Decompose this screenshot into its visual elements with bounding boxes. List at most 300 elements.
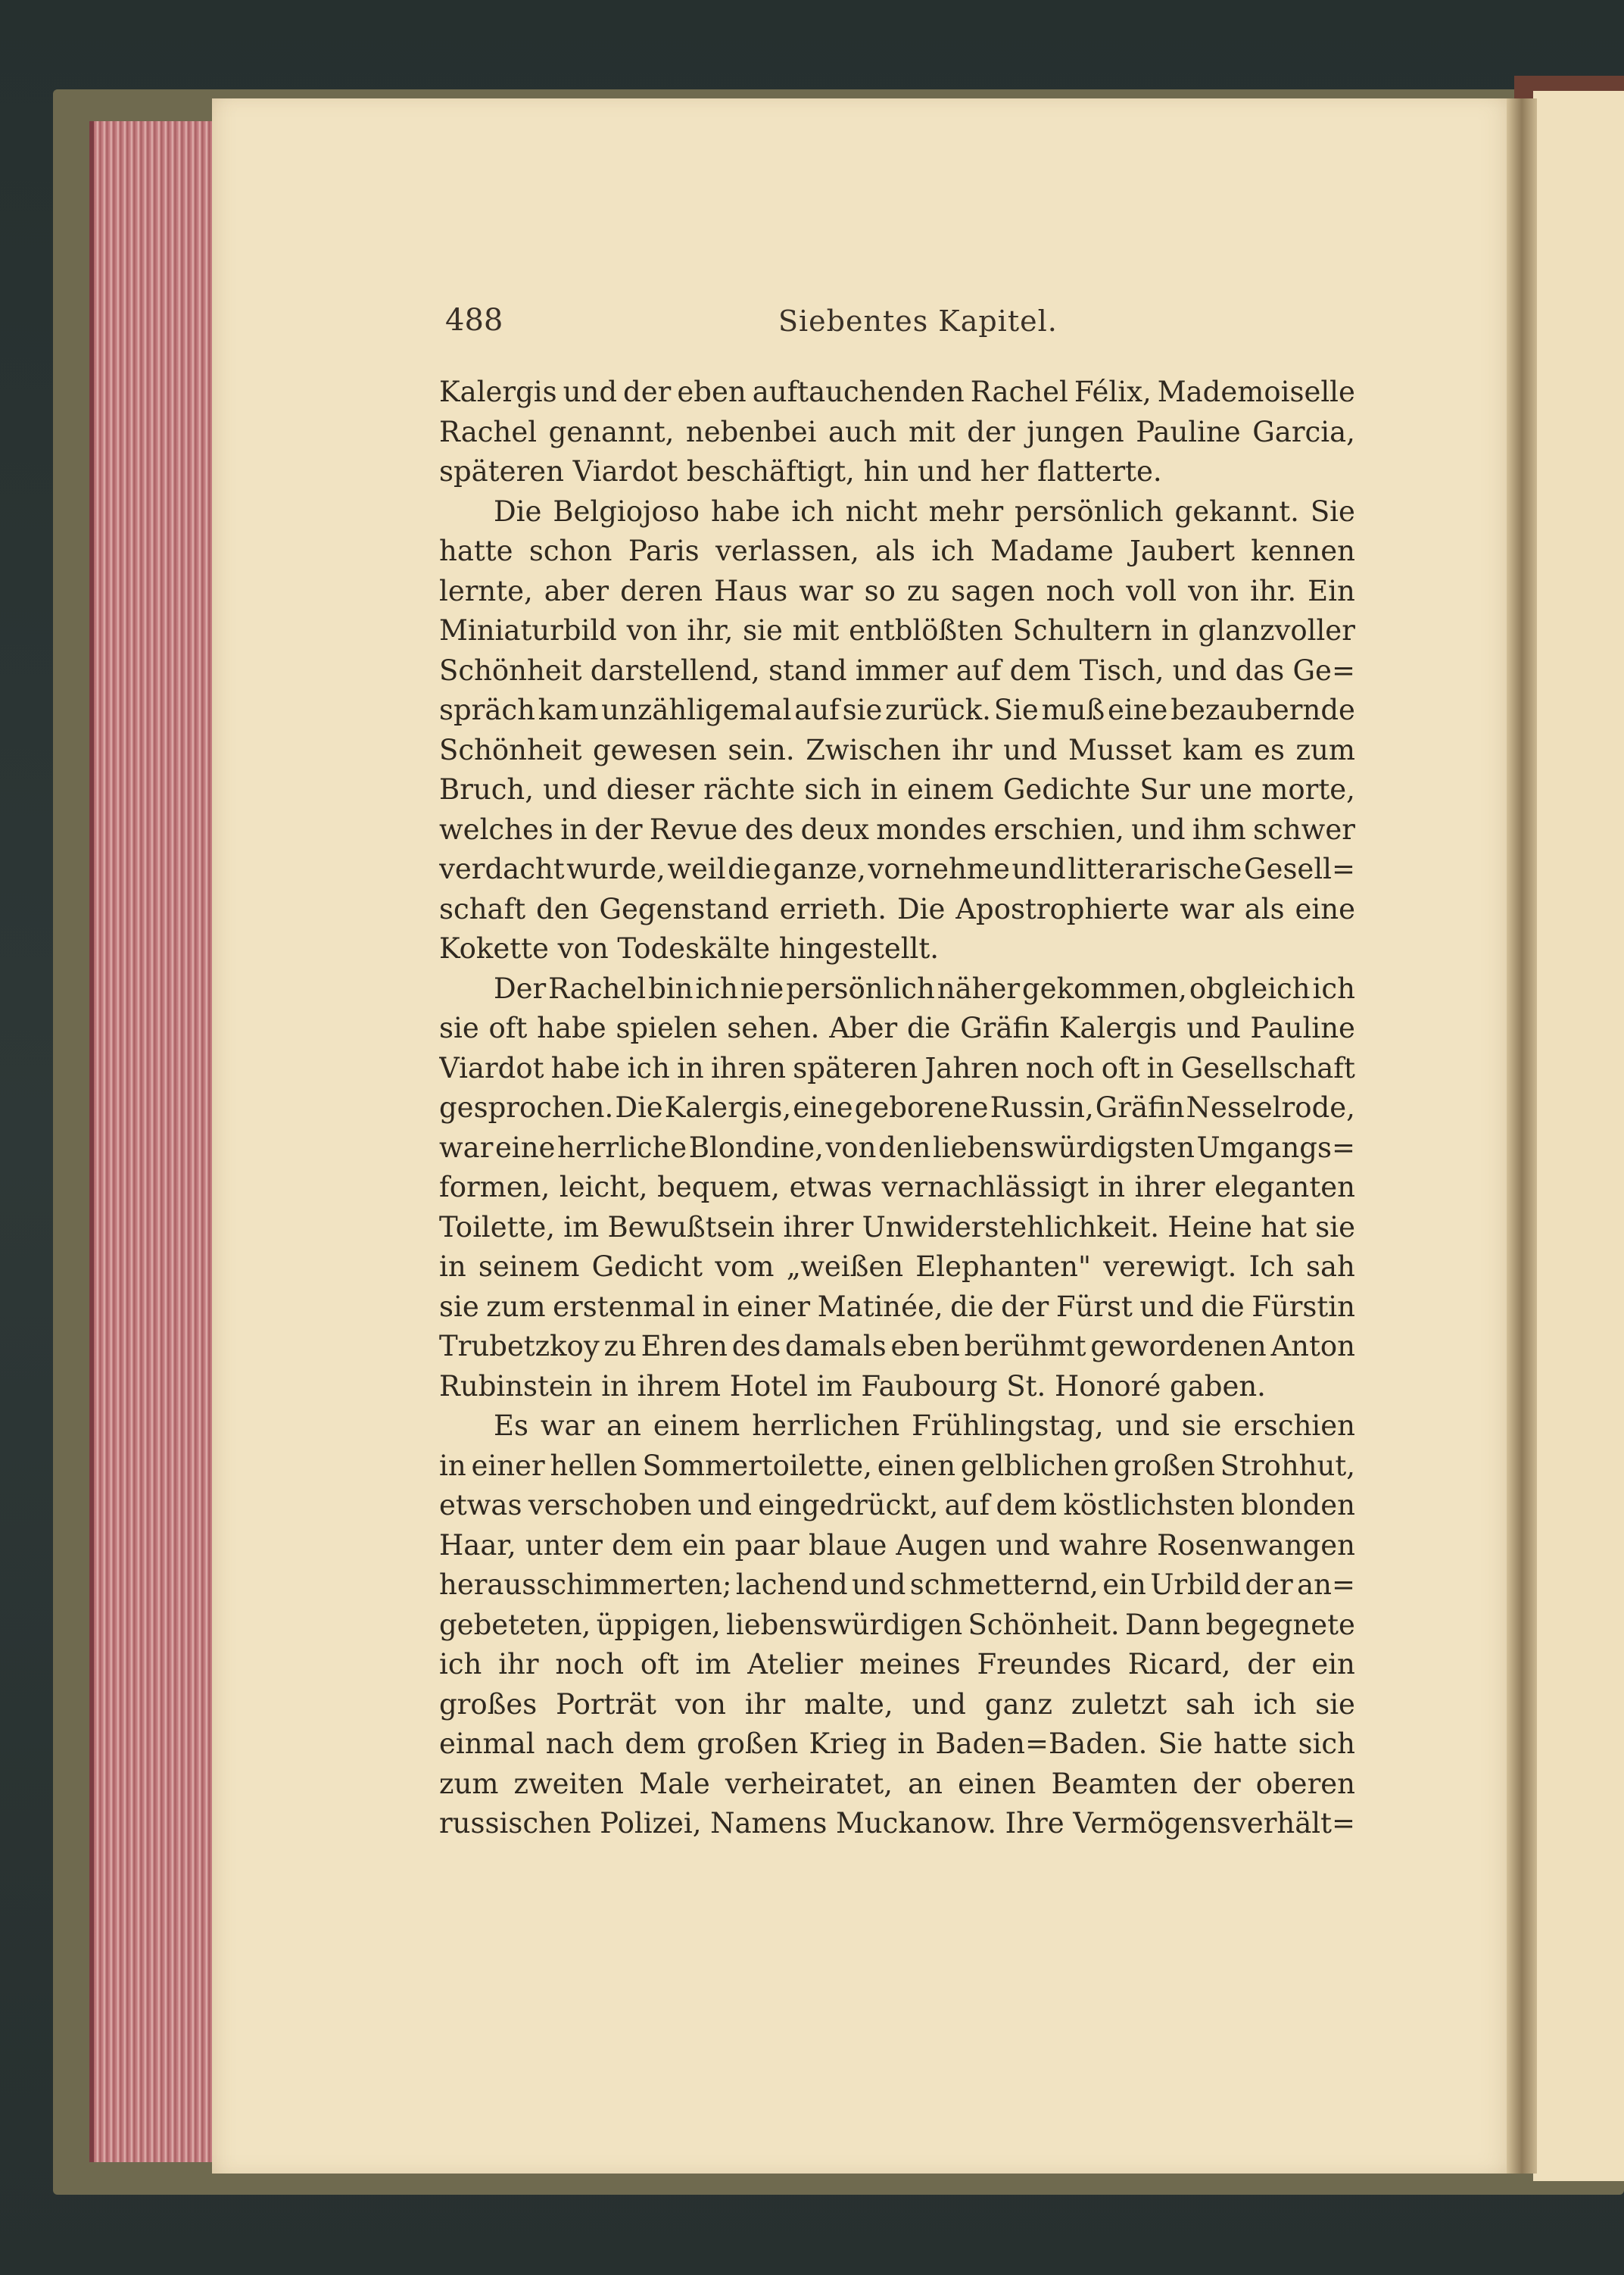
word: ihr: [952, 733, 993, 766]
word: der: [967, 415, 1015, 448]
word: Die: [615, 1091, 663, 1124]
text-line: [439, 651, 1355, 691]
word: Strohhut,: [1220, 1449, 1355, 1482]
word: ein: [1311, 1648, 1355, 1681]
word: Viardot: [439, 1051, 544, 1084]
word: ich: [1253, 1687, 1297, 1721]
word: verewigt.: [1103, 1250, 1237, 1283]
word: hatte: [439, 535, 513, 567]
word: Anton: [1270, 1330, 1355, 1362]
word: zurück.: [885, 694, 991, 726]
word: Tisch,: [1079, 654, 1164, 687]
word: Sie: [993, 694, 1039, 726]
word: herrliche: [556, 1131, 687, 1164]
word: Kalergis: [439, 376, 557, 408]
word: gekommen,: [1021, 972, 1187, 1005]
word: ich: [439, 1648, 482, 1681]
word: in: [439, 1449, 466, 1482]
word: sie: [1315, 1687, 1355, 1721]
word: eleganten: [1214, 1171, 1355, 1203]
word: zum: [1295, 733, 1355, 766]
word: im: [563, 1210, 600, 1244]
word: und: [912, 1687, 966, 1721]
text-line: [439, 1128, 1355, 1169]
word: sie: [439, 1012, 479, 1044]
text-line: [439, 1804, 1355, 1844]
word: Pauline: [1250, 1012, 1355, 1044]
running-head: Siebentes Kapitel.: [778, 304, 1058, 338]
word: in: [1098, 1171, 1126, 1203]
word: ihrer: [783, 1210, 854, 1244]
word: auf: [955, 654, 1002, 687]
word: so: [864, 574, 896, 607]
word: Beamten: [1051, 1767, 1178, 1800]
word: ich: [627, 1051, 670, 1084]
word: paar: [734, 1528, 800, 1562]
word: mehr: [928, 495, 1004, 528]
word: sie: [1181, 1409, 1222, 1442]
word: Kalergis,: [664, 1091, 792, 1124]
word: habe: [710, 495, 781, 528]
word: unter: [525, 1528, 603, 1562]
word: etwas: [789, 1171, 873, 1203]
word: genannt,: [548, 415, 675, 448]
word: vernachlässigt: [881, 1171, 1089, 1203]
word: sie: [1315, 1210, 1355, 1244]
word: spielen: [616, 1012, 718, 1044]
word: verdacht: [439, 853, 565, 885]
word: an: [606, 1409, 641, 1442]
word: Blondine,: [688, 1131, 824, 1164]
word: formen,: [439, 1171, 550, 1203]
word: zweiten: [513, 1767, 624, 1800]
word: „weißen: [786, 1250, 904, 1283]
word: gesprochen.: [439, 1091, 614, 1124]
text-line: [439, 731, 1355, 771]
word: war: [799, 574, 853, 607]
word: wurde,: [566, 853, 665, 885]
word: und: [996, 1528, 1050, 1562]
word: war: [1180, 892, 1234, 925]
text-line: [439, 1406, 1355, 1446]
word: Paris: [628, 535, 700, 567]
word: großes: [439, 1687, 538, 1721]
word: Frühlingstag,: [912, 1409, 1104, 1442]
word: eine: [793, 1091, 853, 1124]
word: noch: [1046, 574, 1115, 607]
word: ich: [931, 535, 974, 567]
word: nie: [740, 972, 784, 1005]
word: muß: [1041, 694, 1105, 726]
word: Mademoiselle: [1157, 376, 1355, 408]
word: verheiratet,: [725, 1767, 893, 1800]
text-line: [439, 1486, 1355, 1526]
word: im: [695, 1648, 731, 1681]
text-line: [439, 1765, 1355, 1805]
word: den: [878, 1131, 931, 1164]
word: auch: [828, 415, 897, 448]
word: der: [594, 813, 643, 846]
word: noch: [1025, 1051, 1095, 1084]
word: der: [1001, 1290, 1049, 1323]
word: begegnete: [1205, 1608, 1355, 1641]
text-line: [439, 1088, 1355, 1128]
word: lernte,: [439, 574, 533, 607]
word: Ehren: [641, 1330, 728, 1362]
word: Madame: [990, 535, 1114, 567]
text-line: [439, 1606, 1355, 1646]
word: die: [1201, 1290, 1245, 1323]
word: großen: [1113, 1449, 1215, 1482]
word: Toilette,: [439, 1210, 556, 1244]
text-line: [439, 810, 1355, 850]
word: bin: [648, 972, 694, 1005]
word: damals: [785, 1330, 887, 1362]
word: nach: [545, 1727, 615, 1760]
word: Bruch,: [439, 773, 535, 806]
word: liebenswürdigsten: [932, 1131, 1195, 1164]
word: Atelier: [747, 1648, 843, 1681]
word: schon: [528, 535, 613, 567]
word: dem: [625, 1727, 687, 1760]
word: und: [543, 773, 597, 806]
word: Namens: [710, 1807, 828, 1840]
word: Es: [494, 1409, 528, 1442]
word: ihr: [744, 1687, 786, 1721]
word: eingedrückt,: [758, 1489, 939, 1521]
word: Augen: [896, 1528, 987, 1562]
word: ihr,: [687, 614, 734, 647]
word: wahre: [1058, 1528, 1149, 1562]
text-line: [439, 1168, 1355, 1208]
word: errieth.: [779, 892, 887, 925]
page-gutter: [1507, 98, 1537, 2174]
word: die: [728, 853, 771, 885]
word: mit: [792, 614, 840, 647]
text-line: [439, 1049, 1355, 1089]
word: Rachel: [548, 972, 647, 1005]
word: oft: [488, 1012, 528, 1044]
text-line: [439, 532, 1355, 572]
word: Urbild: [1150, 1568, 1242, 1601]
word: ein: [1102, 1568, 1146, 1601]
word: und: [1172, 654, 1227, 687]
word: gewesen: [592, 733, 717, 766]
word: Aber: [829, 1012, 898, 1044]
word: Miniaturbild: [439, 614, 617, 647]
word: einmal: [439, 1727, 535, 1760]
word: vornehme: [868, 853, 1010, 885]
word: Belgiojoso: [553, 495, 700, 528]
text-line: Rubinstein in ihrem Hotel im Faubourg St. Honoré gaben.: [439, 1369, 1266, 1403]
word: und: [1115, 1409, 1170, 1442]
word: auf: [794, 694, 840, 726]
word: die: [950, 1290, 994, 1323]
word: eben: [890, 1330, 960, 1362]
text-line: [439, 1526, 1355, 1566]
word: in: [702, 1290, 730, 1323]
word: russischen: [439, 1807, 591, 1840]
word: Garcia,: [1252, 415, 1355, 448]
text-line: [439, 691, 1355, 731]
word: und: [1139, 1290, 1194, 1323]
word: Schultern: [1012, 614, 1152, 647]
word: kam: [1183, 733, 1243, 766]
word: sie: [842, 694, 883, 726]
word: Elephanten": [915, 1250, 1092, 1283]
word: Umgangs=: [1196, 1131, 1355, 1164]
word: Ein: [1308, 574, 1355, 607]
word: eine: [1108, 694, 1168, 726]
word: deren: [620, 574, 703, 607]
word: eben: [677, 376, 747, 408]
word: Gräfin: [1095, 1091, 1185, 1124]
word: stand: [768, 654, 847, 687]
word: ihren: [710, 1051, 787, 1084]
text-line: [439, 373, 1355, 413]
word: blonden: [1240, 1489, 1355, 1521]
word: gekannt.: [1174, 495, 1299, 528]
word: späteren: [793, 1051, 918, 1084]
word: Ricard,: [1127, 1648, 1231, 1681]
word: ganze,: [773, 853, 866, 885]
word: blaue: [809, 1528, 887, 1562]
word: erstenmal: [553, 1290, 696, 1323]
word: hat: [1261, 1210, 1307, 1244]
word: ihrer: [1134, 1171, 1205, 1203]
word: war: [439, 1131, 494, 1164]
word: in: [897, 1727, 925, 1760]
word: als: [1244, 892, 1285, 925]
text-line: [439, 1565, 1355, 1606]
word: Nesselrode,: [1186, 1091, 1355, 1124]
word: einen: [958, 1767, 1036, 1800]
text-line: [439, 492, 1355, 532]
word: ich: [791, 495, 834, 528]
word: Baden=Baden.: [935, 1727, 1148, 1760]
word: sie: [743, 614, 783, 647]
word: Rosenwangen: [1157, 1528, 1355, 1562]
word: dem: [612, 1528, 673, 1562]
word: den: [536, 892, 589, 925]
word: einer: [736, 1290, 811, 1323]
word: einem: [907, 773, 994, 806]
word: malte,: [804, 1687, 893, 1721]
word: Revue: [649, 813, 738, 846]
word: bezaubernde: [1170, 694, 1355, 726]
word: persönlich: [786, 972, 935, 1005]
word: köstlichsten: [1063, 1489, 1235, 1521]
text-line: [439, 1287, 1355, 1328]
word: obgleich: [1189, 972, 1311, 1005]
word: großen: [697, 1727, 799, 1760]
word: einer: [471, 1449, 545, 1482]
word: eine: [1295, 892, 1355, 925]
word: ein: [681, 1528, 726, 1562]
word: schaft: [439, 892, 526, 925]
word: gewordenen: [1090, 1330, 1267, 1362]
word: Félix,: [1074, 376, 1152, 408]
word: von: [1188, 574, 1239, 607]
word: noch: [555, 1648, 625, 1681]
word: an=: [1297, 1568, 1355, 1601]
word: Die: [494, 495, 542, 528]
word: vom: [715, 1250, 775, 1283]
word: Schönheit: [439, 654, 582, 687]
word: dieser: [606, 773, 694, 806]
word: zum: [486, 1290, 546, 1323]
word: gebeteten,: [439, 1608, 591, 1641]
word: und: [1011, 853, 1066, 885]
word: es: [1254, 733, 1286, 766]
word: lachend: [735, 1568, 848, 1601]
word: Gedicht: [591, 1250, 703, 1283]
word: nicht: [845, 495, 918, 528]
word: Gräfin: [960, 1012, 1050, 1044]
word: des: [731, 1330, 781, 1362]
word: in: [560, 813, 588, 846]
word: etwas: [439, 1489, 522, 1521]
word: ich: [695, 972, 738, 1005]
word: in: [677, 1051, 704, 1084]
word: kam: [538, 694, 599, 726]
text-line: [439, 1685, 1355, 1725]
body-text: [439, 373, 1355, 1902]
word: welches: [439, 813, 553, 846]
word: Haar,: [439, 1528, 516, 1562]
word: des: [744, 813, 794, 846]
word: oberen: [1255, 1767, 1355, 1800]
word: bequem,: [657, 1171, 780, 1203]
word: ich: [1312, 972, 1355, 1005]
facing-page: [1533, 91, 1624, 2181]
word: berühmt: [964, 1330, 1086, 1362]
word: hatte: [1213, 1727, 1288, 1760]
word: in: [1161, 614, 1189, 647]
word: Gegenstand: [599, 892, 769, 925]
word: Porträt: [556, 1687, 657, 1721]
word: Haus: [714, 574, 788, 607]
word: in: [439, 1250, 466, 1283]
word: Bewußtsein: [607, 1210, 775, 1244]
word: schmetternd,: [909, 1568, 1099, 1601]
word: war: [540, 1409, 595, 1442]
text-line: [439, 969, 1355, 1010]
text-line: [439, 572, 1355, 612]
word: Krieg: [809, 1727, 887, 1760]
word: zu: [906, 574, 940, 607]
word: Rachel: [439, 415, 538, 448]
text-line: [439, 890, 1355, 930]
word: Sur: [1139, 773, 1191, 806]
word: weil: [667, 853, 726, 885]
word: sagen: [951, 574, 1035, 607]
text-line: [439, 413, 1355, 453]
word: seinem: [478, 1250, 580, 1283]
word: zuletzt: [1071, 1687, 1167, 1721]
word: aber: [544, 574, 609, 607]
word: morte,: [1261, 773, 1355, 806]
word: und: [1186, 1012, 1241, 1044]
word: Schönheit.: [968, 1608, 1120, 1641]
word: herausschimmerten;: [439, 1568, 732, 1601]
word: Polizei,: [600, 1807, 702, 1840]
word: oft: [1101, 1051, 1140, 1084]
word: Der: [494, 972, 547, 1005]
word: Sie: [1310, 495, 1355, 528]
word: sah: [1186, 1687, 1235, 1721]
word: voll: [1126, 574, 1177, 607]
word: die: [907, 1012, 951, 1044]
word: erschien: [1233, 1409, 1355, 1442]
word: Sommertoilette,: [642, 1449, 872, 1482]
word: Ge=: [1292, 654, 1355, 687]
word: hellen: [550, 1449, 637, 1482]
word: der: [1247, 1648, 1295, 1681]
word: Die: [896, 892, 946, 925]
word: Jaubert: [1130, 535, 1235, 567]
word: sich: [1298, 1727, 1355, 1760]
word: dem: [996, 1489, 1058, 1521]
word: liebenswürdigen: [726, 1608, 963, 1641]
page-edges: [89, 121, 224, 2162]
word: ihr.: [1250, 574, 1297, 607]
word: entblößten: [849, 614, 1003, 647]
word: einem: [653, 1409, 740, 1442]
word: dem: [1009, 654, 1071, 687]
word: kennen: [1251, 535, 1355, 567]
word: verlassen,: [715, 535, 859, 567]
word: erschien,: [993, 813, 1124, 846]
word: Gesell=: [1243, 853, 1355, 885]
word: Heine: [1167, 1210, 1252, 1244]
word: ihm: [1192, 813, 1246, 846]
word: als: [875, 535, 916, 567]
word: von: [626, 614, 678, 647]
word: sah: [1306, 1250, 1355, 1283]
word: jungen: [1027, 415, 1124, 448]
text-line: [439, 850, 1355, 890]
text-line: [439, 1446, 1355, 1487]
word: spräch: [439, 694, 535, 726]
word: nebenbei: [685, 415, 817, 448]
text-line: [439, 1009, 1355, 1049]
word: und: [1131, 813, 1186, 846]
word: habe: [550, 1051, 621, 1084]
word: darstellend,: [590, 654, 760, 687]
word: Gedichte: [1002, 773, 1131, 806]
word: Ich: [1248, 1250, 1294, 1283]
word: Russin,: [990, 1091, 1094, 1124]
word: persönlich: [1015, 495, 1164, 528]
text-line: späteren Viardot beschäftigt, hin und her flatterte.: [439, 455, 1162, 488]
word: und: [852, 1568, 906, 1601]
word: Dann: [1124, 1608, 1201, 1641]
word: Pauline: [1136, 415, 1241, 448]
word: ihr: [498, 1648, 539, 1681]
text-line: [439, 1247, 1355, 1287]
word: leicht,: [559, 1171, 648, 1203]
word: Sie: [1158, 1727, 1203, 1760]
word: une: [1199, 773, 1253, 806]
word: Kalergis: [1058, 1012, 1177, 1044]
word: von: [675, 1687, 726, 1721]
word: Male: [639, 1767, 710, 1800]
word: der: [1245, 1568, 1293, 1601]
word: einen: [877, 1449, 956, 1482]
word: mit: [908, 415, 955, 448]
word: Apostrophierte: [955, 892, 1170, 925]
